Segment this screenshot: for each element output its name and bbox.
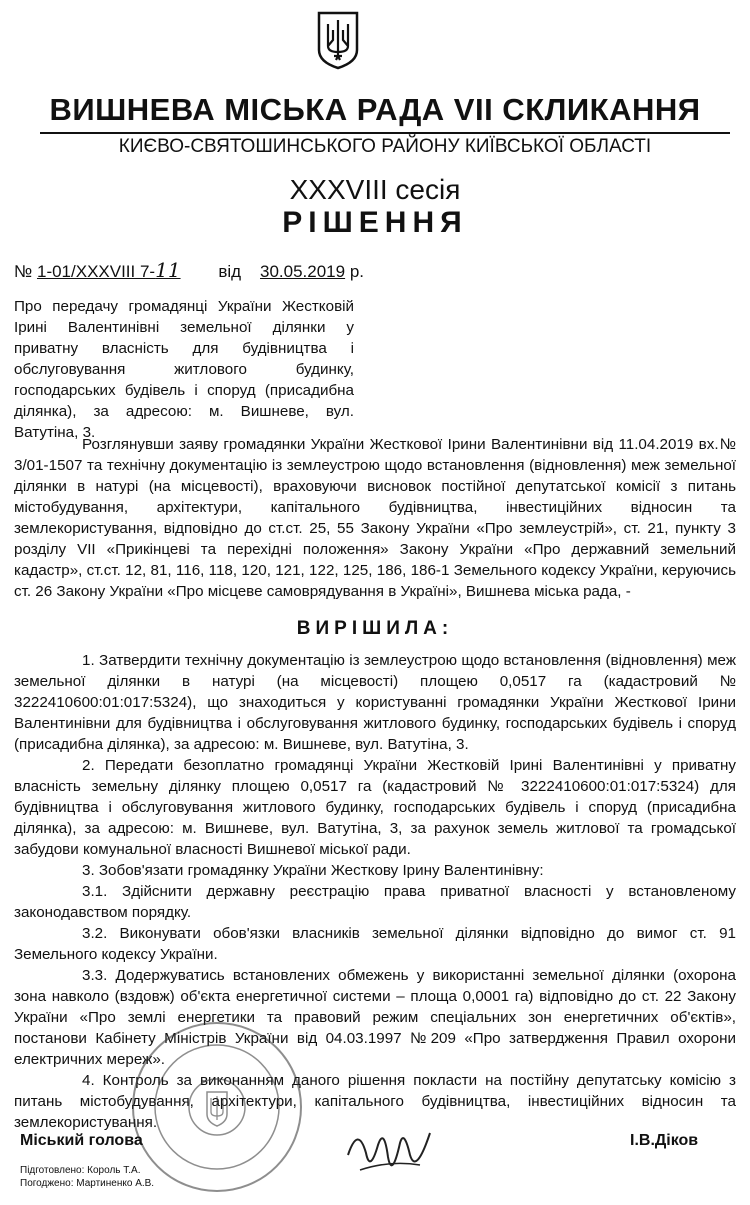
list-item: 3.3. Додержуватись встановлених обмежень у використанні земельної ділянки (охорона зона навколо (вздовж) об'єкта енергетичної системи – площа 0,0001 га) відповідно до ст. 22 Закону України «Про землі енергетики та правовий режим спеціальних зон енергетичних об'єктів», постанови Кабінету Міністрів України від 04.03.1997 №209 «Про затвердження Правил охорони електричних мереж». [14,967,736,1068]
date-label: від [218,262,242,281]
mayor-role: Міський голова [20,1132,143,1149]
preamble-text: Розглянувши заяву громадянки України Жесткової Ірини Валентинівни від 11.04.2019 вх.№ 3/01-1507 та технічну документацію із землеустрою щодо встановлення (відновлення) меж земельної ділянки в натурі (на місцевості), враховуючи висновок постійної депутатської комісії з питань містобудування, архітектури, капітального будівництва, інвестиційних відносин та землекористування, відповідно до ст.ст. 25, 55 Закону України «Про землеустрій», ст. 21, пункту 3 розділу VII «Прикінцеві та перехідні положення» Закону України «Про державний земельний кадастр», ст.ст. 12, 81, 116, 118, 120, 121, 122, 125, 186, 186-1 Земельного кодексу України, керуючись ст. 26 Закону України «Про місцеве самоврядування в Україні», Вишнева міська рада, - [14,436,736,600]
decision-title: РІШЕННЯ [282,206,468,239]
list-item: 3.2. Виконувати обов'язки власників земельної ділянки відповідно до вимог ст. 91 Земельного кодексу України. [14,925,736,963]
resolved-heading: ВИРІШИЛА: [296,618,454,639]
decision-number-line [14,258,364,282]
preamble [14,434,736,602]
trident-emblem-icon [316,10,360,70]
decision-number: 1-01/XXXVIII 7-11 [36,258,181,282]
session-title: XXXVIII сесія [289,174,461,205]
list-item: 4. Контроль за виконанням даного рішення покласти на постійну депутатську комісію з питань містобудування, архітектури, капітального будівництва, інвестиційних відносин та землекористування. [14,1072,736,1131]
prepared-by: Підготовлено: Король Т.А. [20,1165,141,1176]
round-seal-icon [130,1020,305,1195]
district-name: КИЄВО-СВЯТОШИНСЬКОГО РАЙОНУ КИЇВСЬКОЇ ОБЛАСТІ [40,132,730,158]
prepared-block [20,1164,154,1190]
decision-subject: Про передачу громадянці України Жестковій Ірині Валентинівні земельної ділянки у приватну власність для будівництва і обслуговування житлового будинку, господарських будівель і споруд (присадибна ділянка), за адресою: м. Вишневе, вул. Ватутіна, 3. [14,298,354,441]
list-item: 1. Затвердити технічну документацію із землеустрою щодо встановлення (відновлення) меж земельної ділянки в натурі (на місцевості) площею 0,0517 га (кадастровий № 3222410600:01:017:5324), що знаходиться у користуванні громадянки України Жесткової Ірини Валентинівни для будівництва і обслуговування житлового будинку, господарських будівель і споруд (присадибна ділянка), за адресою: м. Вишневе, вул. Ватутіна, 3. [14,652,736,753]
council-name: ВИШНЕВА МІСЬКА РАДА VII СКЛИКАННЯ [49,92,701,127]
list-item: 2. Передати безоплатно громадянці України Жестковій Ірині Валентинівні у приватну власність земельну ділянку площею 0,0517 га (кадастровий № 3222410600:01:017:5324) для будівництва і обслуговування житлового будинку, господарських будівель і споруд (присадибна ділянка), за адресою: м. Вишневе, вул. Ватутіна, 3, за рахунок земель житлової та громадської забудови комунальної власності Вишневої міської ради. [14,757,736,858]
signature-scribble [340,1115,440,1190]
list-item: 3. Зобов'язати громадянку України Жесткову Ірину Валентинівну: [82,862,544,879]
agreed-by: Погоджено: Мартиненко А.В. [20,1178,155,1189]
number-label: № [14,262,33,281]
decision-date: 30.05.2019 [260,262,346,281]
decision-items [14,650,736,1133]
mayor-name: І.В.Діков [630,1132,699,1149]
list-item: 3.1. Здійснити державну реєстрацію права приватної власності у встановленому законодавством порядку. [14,883,736,921]
handwritten-number: 11 [155,258,181,282]
date-suffix: р. [349,262,365,281]
